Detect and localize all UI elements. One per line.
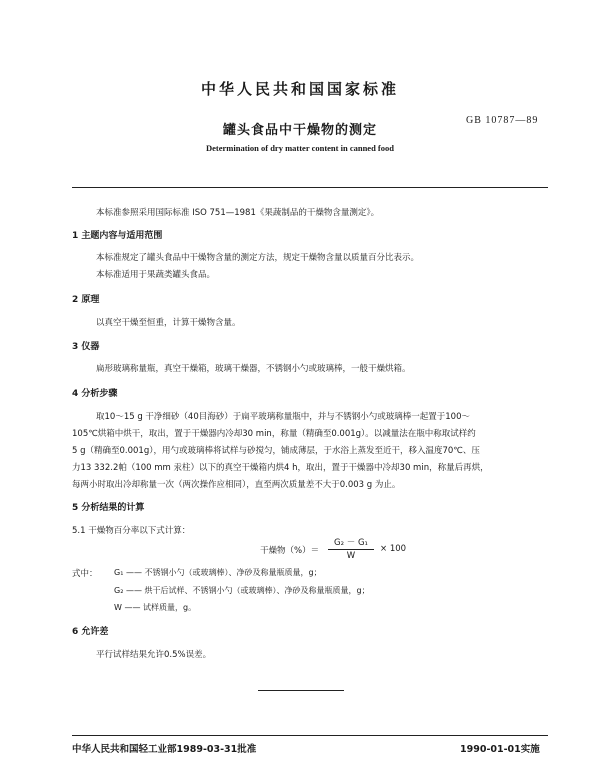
formula-numerator: G₂ － G₁ [334, 538, 368, 548]
where-w: W —— 试样质量，g。 [114, 603, 197, 612]
section-1-paragraph-1: 本标准规定了罐头食品中干燥物含量的测定方法，规定干燥物含量以质量百分比表示。 [96, 253, 420, 263]
section-2-paragraph: 以真空干燥至恒重，计算干燥物含量。 [96, 318, 241, 328]
end-rule [258, 690, 344, 691]
formula-rhs: × 100 [380, 544, 407, 554]
header-divider [72, 187, 548, 188]
standard-title: 中华人民共和国国家标准 [200, 80, 399, 98]
approval-text: 中华人民共和国轻工业部1989-03-31批准 [72, 744, 257, 755]
implementation-date: 1990-01-01实施 [460, 744, 540, 755]
section-1-paragraph-2: 本标准适用于果蔬类罐头食品。 [96, 270, 216, 280]
section-5-heading: 5 分析结果的计算 [72, 503, 145, 513]
document-title: 罐头食品中干燥物的测定 [222, 123, 377, 138]
formula-denominator: W [346, 551, 356, 561]
section-3-paragraph: 扁形玻璃称量瓶，真空干燥箱，玻璃干燥器，不锈钢小勺或玻璃棒，一般干燥烘箱。 [96, 364, 411, 374]
fraction-bar [328, 549, 374, 550]
where-label: 式中： [72, 569, 98, 579]
section-6-paragraph: 平行试样结果允许0.5%误差。 [96, 650, 212, 660]
section-4-line: 取10～15 g 干净细砂（40目海砂）于扁平玻璃称量瓶中，并与不锈钢小勺或玻璃棒一起置于100～ [96, 412, 470, 422]
intro-paragraph: 本标准参照采用国际标准 ISO 751—1981《果蔬制品的干燥物含量测定》。 [96, 208, 380, 218]
formula-lhs: 干燥物（%）＝ [260, 546, 320, 556]
standard-code: GB 10787—89 [466, 115, 539, 126]
section-2-heading: 2 原理 [72, 295, 100, 305]
section-4-line: 每两小时取出冷却称量一次（两次操作应相同），直至两次质量差不大于0.003 g 为止。 [72, 480, 401, 490]
section-4-heading: 4 分析步骤 [72, 389, 118, 399]
where-g1: G₁ —— 不锈钢小勺（或玻璃棒）、净砂及称量瓶质量，g； [114, 568, 322, 577]
section-4-line: 力13 332.2帕（100 mm 汞柱）以下的真空干燥箱内烘4 h，取出，置于干燥器中冷却30 min，称量后再烘， [72, 463, 489, 473]
section-6-heading: 6 允许差 [72, 627, 109, 637]
where-g2: G₂ —— 烘干后试样、不锈钢小勺（或玻璃棒）、净砂及称量瓶质量，g； [114, 586, 370, 595]
section-4-line: 5 g（精确至0.001g），用勺或玻璃棒将试样与砂搅匀，铺成薄层，于水浴上蒸发至近干，移入温度70℃、压 [72, 446, 480, 456]
section-1-heading: 1 主题内容与适用范围 [72, 231, 163, 241]
section-5-1-text: 5.1 干燥物百分率以下式计算： [72, 526, 191, 536]
section-4-line: 105℃烘箱中烘干，取出，置于干燥器内冷却30 min，称量（精确至0.001g）。以减量法在瓶中称取试样约 [72, 429, 476, 439]
english-title: Determination of dry matter content in canned food [205, 143, 394, 153]
section-3-heading: 3 仪器 [72, 342, 100, 352]
footer-divider [72, 735, 548, 736]
